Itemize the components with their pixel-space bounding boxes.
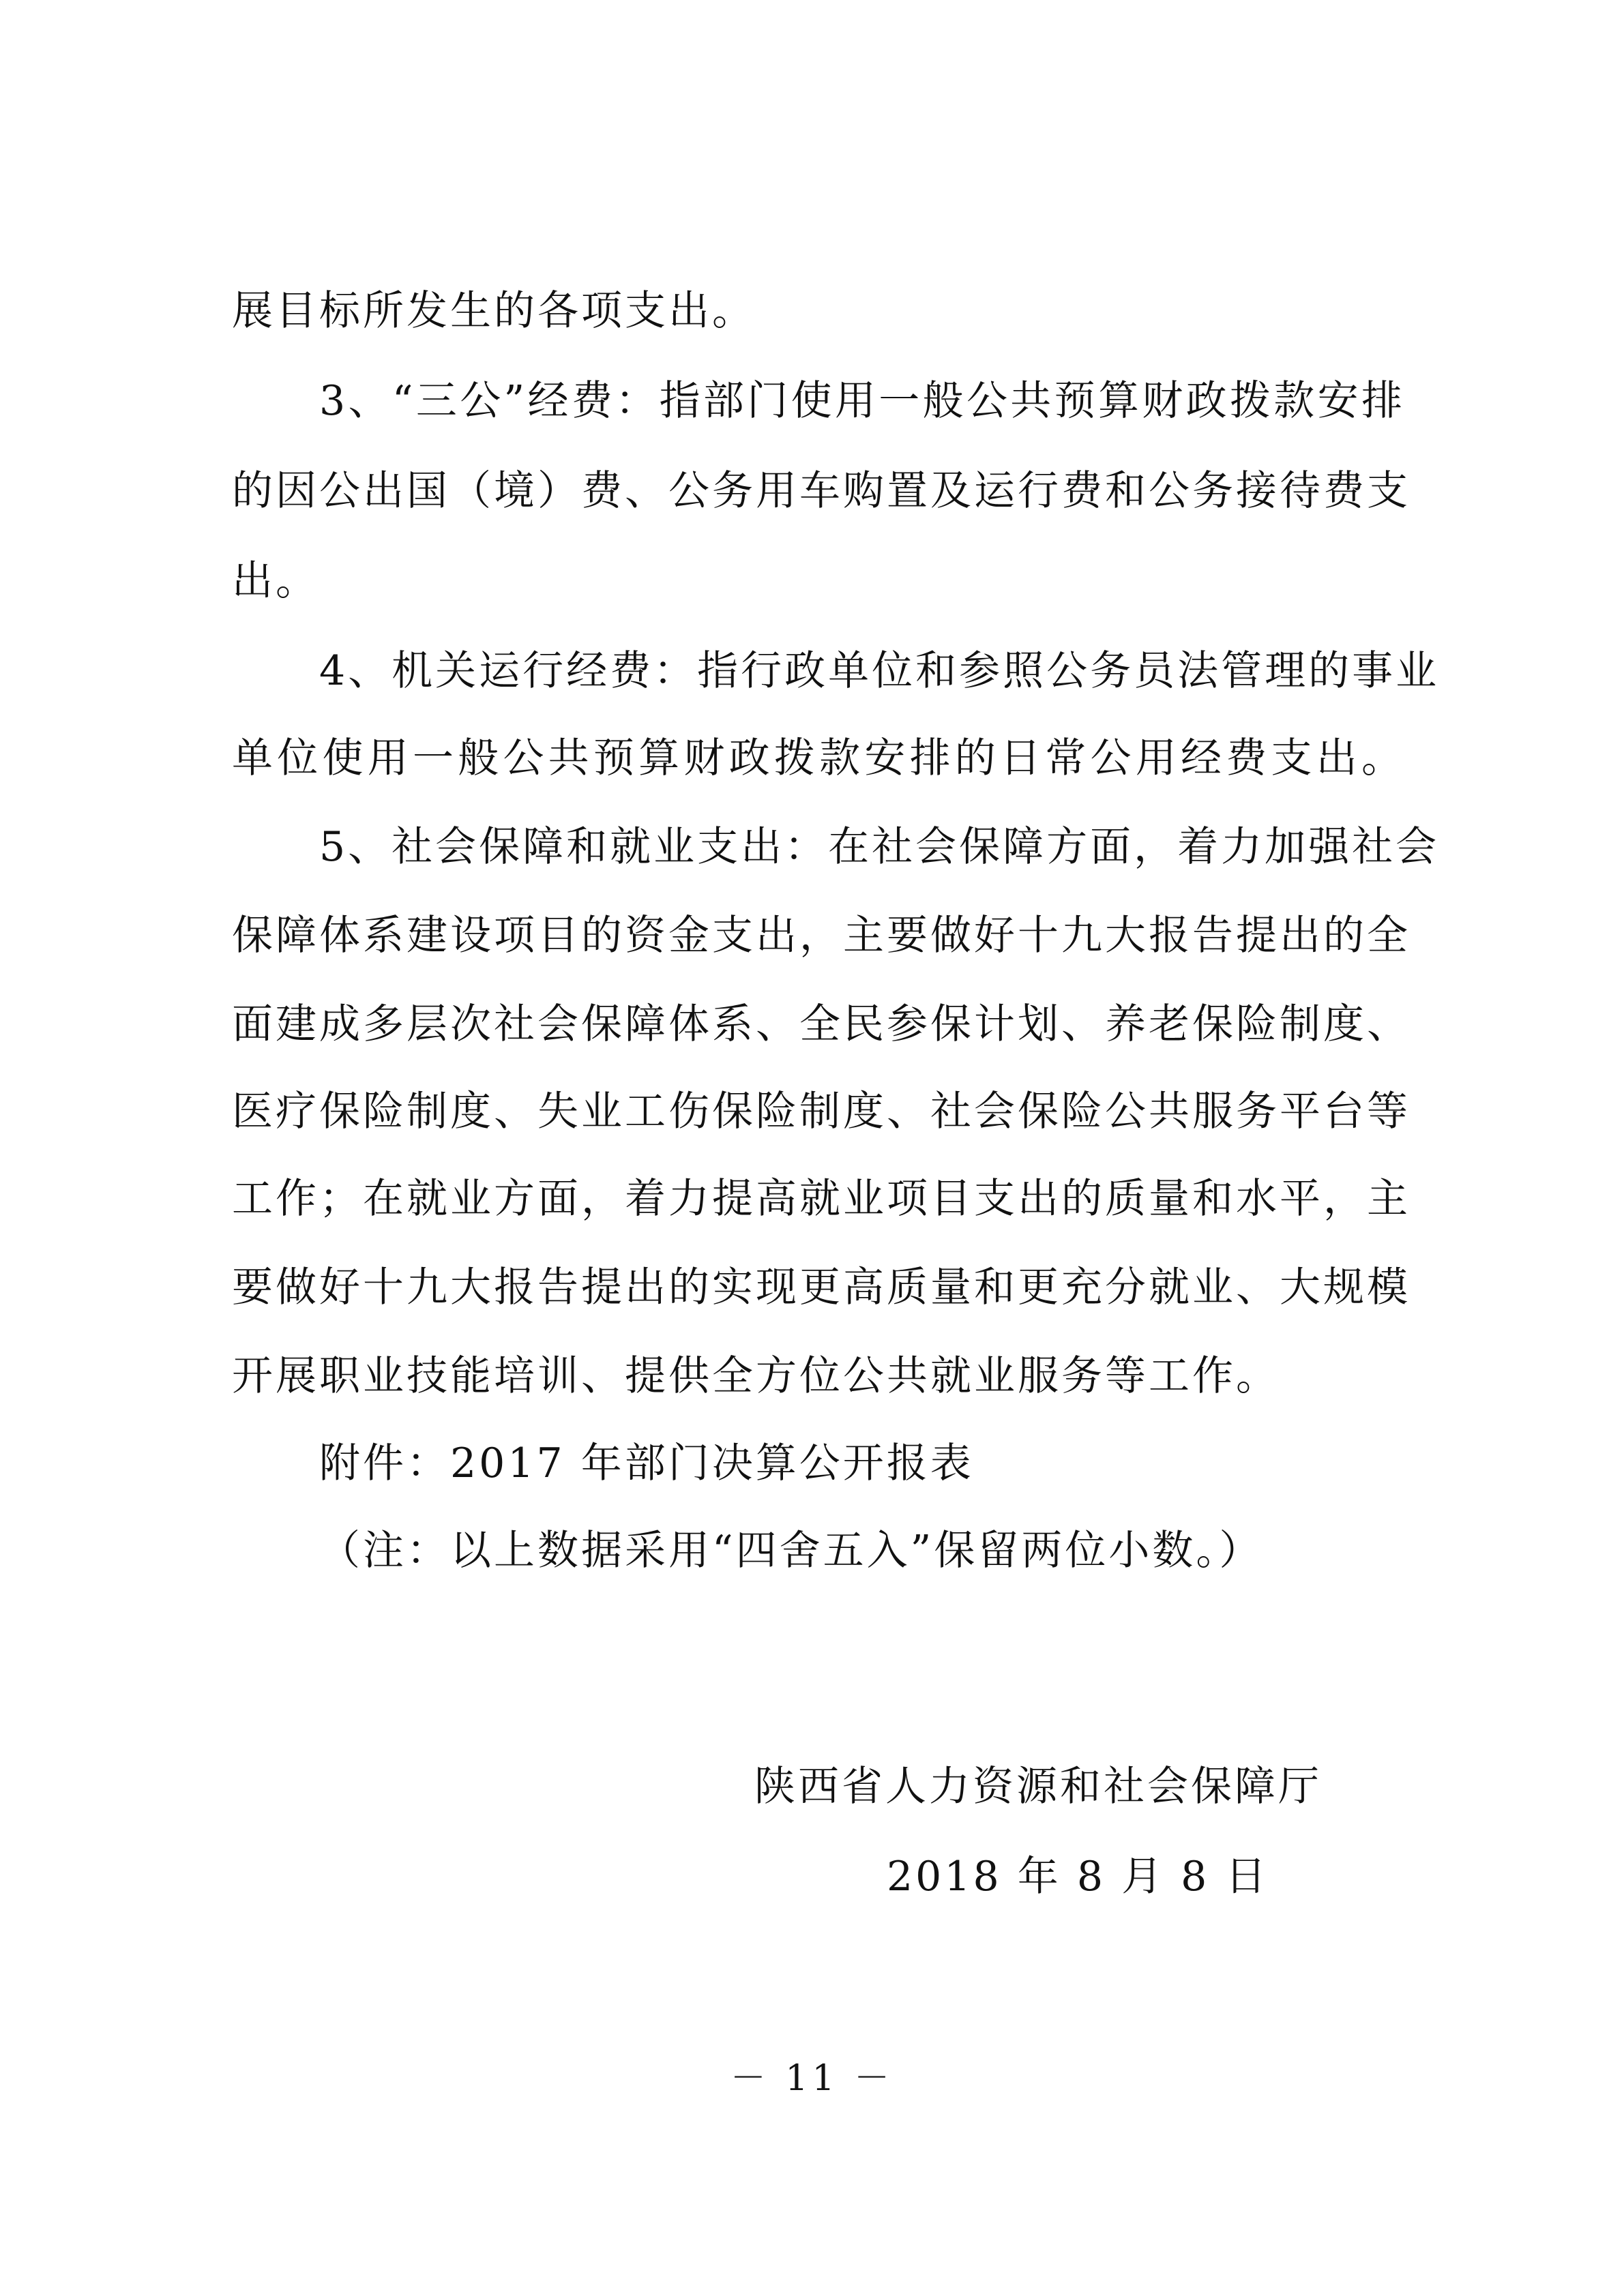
- attachment-line: 附件：2017 年部门决算公开报表: [319, 1440, 974, 1487]
- body-line-9: 面建成多层次社会保障体系、全民参保计划、养老保险制度、: [232, 1000, 1411, 1048]
- body-line-7: 5、社会保障和就业支出：在社会保障方面，着力加强社会: [319, 823, 1440, 871]
- body-line-11: 工作；在就业方面，着力提高就业项目支出的质量和水平，主: [232, 1175, 1411, 1223]
- body-line-4: 出。: [232, 557, 319, 605]
- body-line-13: 开展职业技能培训、提供全方位公共就业服务等工作。: [232, 1352, 1280, 1400]
- body-line-10: 医疗保险制度、失业工伤保险制度、社会保险公共服务平台等: [232, 1088, 1411, 1135]
- body-line-12: 要做好十九大报告提出的实现更高质量和更充分就业、大规模: [232, 1264, 1411, 1311]
- body-line-6: 单位使用一般公共预算财政拨款安排的日常公用经费支出。: [232, 734, 1405, 782]
- signature-organization: 陕西省人力资源和社会保障厅: [754, 1763, 1322, 1810]
- note-line: （注：以上数据采用“四舍五入”保留两位小数。）: [319, 1527, 1263, 1575]
- body-line-8: 保障体系建设项目的资金支出，主要做好十九大报告提出的全: [232, 912, 1411, 959]
- signature-date: 2018 年 8 月 8 日: [887, 1853, 1269, 1900]
- body-line-3: 的因公出国（境）费、公务用车购置及运行费和公务接待费支: [232, 467, 1411, 515]
- body-line-5: 4、机关运行经费：指行政单位和参照公务员法管理的事业: [319, 647, 1440, 695]
- body-line-2: 3、“三公”经费：指部门使用一般公共预算财政拨款安排: [319, 377, 1405, 425]
- page-number: － 11 －: [730, 2058, 894, 2099]
- body-line-1: 展目标所发生的各项支出。: [232, 287, 756, 335]
